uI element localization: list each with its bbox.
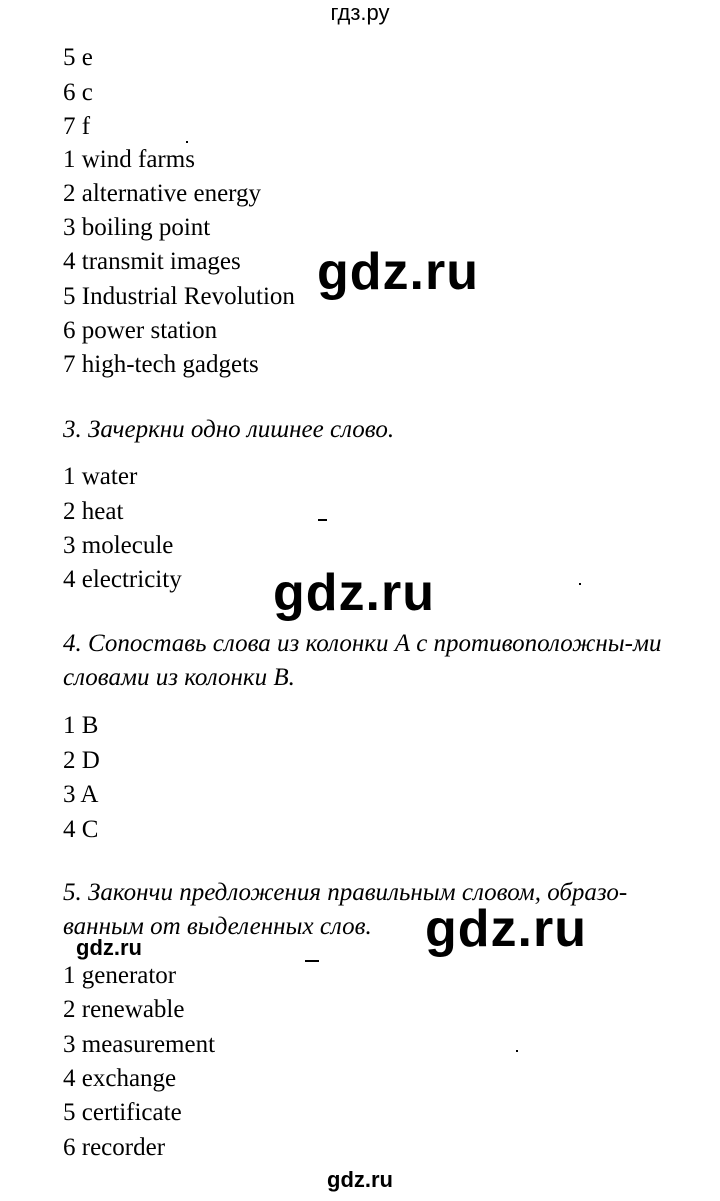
answer-line: 3 measurement bbox=[63, 1031, 216, 1058]
task-3-heading: 3. Зачеркни одно лишнее слово. bbox=[63, 416, 395, 443]
answer-line: 5 Industrial Revolution bbox=[63, 283, 295, 310]
answer-line: 5 certificate bbox=[63, 1099, 182, 1126]
answer-line: 7 high-tech gadgets bbox=[63, 351, 259, 378]
watermark: gdz.ru bbox=[327, 1167, 393, 1192]
answer-line: 6 power station bbox=[63, 317, 218, 344]
answer-line: 2 renewable bbox=[63, 996, 185, 1023]
answer-line: 6 recorder bbox=[63, 1134, 166, 1161]
watermark-top: гдз.ру bbox=[330, 0, 390, 25]
answer-line: 6 c bbox=[63, 79, 93, 106]
answer-line: 2 D bbox=[63, 747, 100, 774]
scan-speck bbox=[186, 141, 188, 143]
answer-line: 3 molecule bbox=[63, 532, 174, 559]
scan-speck bbox=[305, 960, 319, 962]
task-5-heading: 5. Закончи предложения правильным словом, образо-ванным от выделенных слов. bbox=[63, 879, 628, 940]
answer-line: 4 electricity bbox=[63, 566, 182, 593]
answer-line: 4 transmit images bbox=[63, 248, 241, 275]
answer-line: 3 A bbox=[63, 781, 99, 808]
answer-line: 2 heat bbox=[63, 498, 124, 525]
answer-line: 1 water bbox=[63, 463, 138, 490]
watermark: gdz.ru bbox=[76, 935, 142, 960]
watermark: gdz.ru bbox=[425, 900, 587, 958]
scan-speck bbox=[516, 1050, 518, 1052]
answer-line: 2 alternative energy bbox=[63, 180, 262, 207]
answer-line: 4 C bbox=[63, 816, 99, 843]
watermark: gdz.ru bbox=[273, 564, 435, 622]
answer-line: 4 exchange bbox=[63, 1065, 177, 1092]
answer-line: 1 B bbox=[63, 712, 99, 739]
answer-line: 5 e bbox=[63, 44, 93, 71]
answer-line: 3 boiling point bbox=[63, 214, 211, 241]
answer-line: 1 wind farms bbox=[63, 146, 195, 173]
answer-line: 1 generator bbox=[63, 962, 177, 989]
task-4-heading: 4. Сопоставь слова из колонки А с противоположны-ми словами из колонки В. bbox=[63, 630, 662, 691]
scan-speck bbox=[579, 583, 581, 585]
watermark: gdz.ru bbox=[317, 243, 479, 301]
answer-line: 7 f bbox=[63, 113, 91, 140]
scan-speck bbox=[318, 519, 327, 521]
